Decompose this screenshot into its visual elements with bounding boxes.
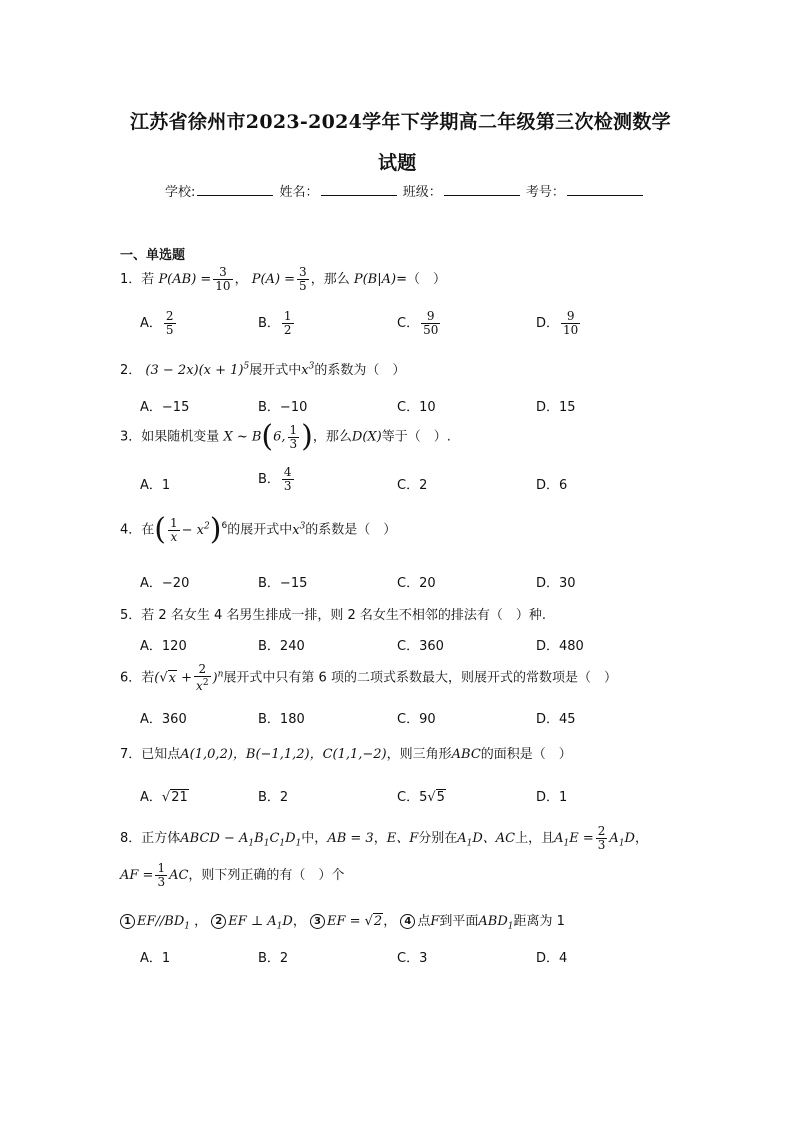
option-d[interactable] [536,572,576,591]
option-value: −15 [161,400,190,415]
option-label: B． [258,951,280,966]
question-text: 展开式中 [249,363,302,378]
question-text: 的系数是（ ） [305,522,397,538]
math-expression: $A_1D$、AC [457,831,516,849]
question-text: ，则三角形 [386,747,452,762]
option-value: 90 [419,712,436,727]
math-expression: ABCD − $A_1B_1C_1D_1$ [180,831,302,849]
math-expression: AF = [120,868,154,883]
question-text: ， [373,831,387,846]
option-value: 480 [559,639,584,654]
question-number: 4． [120,522,142,538]
math-expression: P(AB) = [158,272,212,287]
option-a[interactable] [140,572,189,591]
question-text: ， [234,272,248,287]
option-b[interactable] [258,786,288,805]
option-label: B． [258,712,280,727]
option-b[interactable] [258,708,305,727]
option-label: B． [258,576,280,591]
fraction: $\frac{1}{3}$ [289,422,298,451]
option-c[interactable] [397,396,436,415]
option-label: C． [397,790,420,805]
option-value: 30 [559,576,576,591]
option-a[interactable] [140,474,170,493]
option-a[interactable] [140,310,178,337]
option-value: 20 [419,576,436,591]
question-4: 4．在( $\frac{1}{x}$ − $x^2)^6$的展开式中$x^3$的系数是（ ） [120,512,397,547]
option-a[interactable] [140,635,187,654]
math-expression: $x^3$ [292,521,306,538]
option-value: 1 [161,951,171,966]
question-text: 距离为 1 [513,914,565,929]
math-expression: ABC [451,747,481,762]
question-text: 若 2 名女生 4 名男生排成一排，则 2 名女生不相邻的排法有（ ）种. [141,608,547,623]
option-value: 2 [279,951,289,966]
option-label: B． [258,316,280,331]
option-label: A． [140,790,162,805]
option-label: A． [140,712,162,727]
option-b[interactable] [258,310,296,337]
question-text: ，则下列正确的有（ ）个 [188,868,345,883]
page-title-line2: 试题 [378,152,417,174]
question-text: ，那么 [310,272,350,287]
option-a[interactable]: A．√21 [140,790,188,805]
option-label: A． [140,478,162,493]
question-text: 的面积是（ ） [480,747,572,762]
fraction: $\frac{3}{5}$ [299,265,307,293]
question-number: 6． [120,670,142,686]
question-8-line2: AF = $\frac{1}{3}$ AC，则下列正确的有（ ）个 [120,861,345,889]
math-expression: $ABD_1$ [478,914,514,932]
option-label: B． [258,639,280,654]
option-label: D． [536,316,560,331]
option-label: D． [536,951,560,966]
option-c[interactable] [397,635,444,654]
section-title: 一、单选题 [120,248,186,263]
option-d[interactable] [536,708,576,727]
option-value: 5 [436,790,445,805]
option-c[interactable] [397,947,427,966]
option-value: 45 [559,712,576,727]
question-text: 展开式中只有第 6 项的二项式系数最大，则展开式的常数项是（ ） [223,670,617,686]
option-d[interactable] [536,786,567,805]
circled-number-4: 4 [400,914,415,929]
page-title-line1: 江苏省徐州市2023-2024学年下学期高二年级第三次检测数学 [130,111,671,133]
fraction: $\frac{4}{3}$ [283,465,292,493]
fraction: $\frac{1}{2}$ [283,309,292,337]
question-text: 的展开式中 [227,522,293,538]
math-expression: D(X) [351,429,382,445]
option-value: 360 [161,712,187,727]
option-c[interactable]: C．5√5 [397,790,445,805]
math-expression: AB = 3 [327,831,374,846]
option-label: D． [536,576,560,591]
question-text: 等于（ ）. [381,429,451,445]
option-d[interactable] [536,310,582,337]
option-b[interactable] [258,396,307,415]
fraction: $\frac{2}{x^2}$ [196,662,209,693]
question-text: =（ ） [396,272,446,287]
option-d[interactable] [536,947,567,966]
math-expression: (√x + [154,670,193,686]
option-value: 2 [419,478,428,493]
option-c[interactable] [397,310,442,337]
option-label: C． [397,316,420,331]
question-number: 7． [120,747,142,762]
option-label: C． [397,478,420,493]
question-text: 若 [141,670,155,686]
math-expression: A(1,0,2)，B(−1,1,2)，C(1,1,−2) [180,747,387,762]
option-value: 180 [279,712,305,727]
option-value: 3 [419,951,428,966]
option-label: D． [536,400,560,415]
option-label: D． [536,790,560,805]
option-value: 240 [279,639,305,654]
option-value: 120 [161,639,187,654]
math-expression: X ~ B [223,429,262,445]
option-value: −10 [279,400,308,415]
id-blank[interactable] [567,183,643,196]
fraction: $\frac{2}{5}$ [165,309,174,337]
option-value: 21 [171,790,188,805]
option-d[interactable] [536,396,576,415]
option-c[interactable] [397,474,427,493]
option-value: −15 [279,576,308,591]
fraction: $\frac{3}{10}$ [215,265,231,293]
math-expression: $x^3$ [301,361,315,378]
question-text: 正方体 [141,831,181,846]
class-blank[interactable] [444,183,520,196]
option-b[interactable] [258,466,296,493]
school-blank[interactable] [197,183,273,196]
question-text: 到平面 [439,914,479,929]
question-text: 在 [141,522,155,538]
fraction: $\frac{1}{3}$ [157,861,166,889]
option-value: 6 [559,478,568,493]
question-7 [120,743,572,762]
question-8-line1: 8．正方体ABCD − $A_1B_1C_1D_1$中，AB = 3，E、F分别在$A_1D$、AC上，且$A_1E$ = $\frac{2}{3}$ $A_1D$， [120,824,648,852]
fraction: $\frac{2}{3}$ [597,824,606,852]
question-number: 5． [120,608,142,623]
question-number: 8． [120,831,142,846]
name-blank[interactable] [321,183,397,196]
question-text: 的系数为（ ） [314,363,406,378]
option-d[interactable] [536,635,584,654]
option-label: A． [140,951,162,966]
class-label: 班级： [402,185,442,200]
circled-number-1: 1 [120,914,135,929]
question-5 [120,604,546,623]
option-label: C． [397,576,420,591]
option-a[interactable] [140,947,170,966]
question-3: 3．如果随机变量 X ~ B(6, $\frac{1}{3}$ )，那么D(X)等于（ ）. [120,419,451,454]
option-value: 15 [559,400,576,415]
option-label: D． [536,639,560,654]
option-value: 360 [419,639,444,654]
name-label: 姓名： [279,185,319,200]
school-label: 学校: [165,185,196,200]
option-label: A． [140,639,162,654]
fraction: $\frac{9}{50}$ [423,309,439,337]
option-value: −20 [161,576,190,591]
fraction: $\frac{1}{x}$ [170,515,178,544]
option-label: A． [140,400,162,415]
option-c[interactable] [397,708,436,727]
option-a[interactable] [140,396,189,415]
option-label: B． [258,472,280,487]
option-label: A． [140,316,162,331]
math-expression: $A_1E$ = [554,831,594,849]
option-c[interactable] [397,572,436,591]
option-label: C． [397,639,420,654]
question-text: 点 [417,914,431,929]
option-value: 1 [161,478,171,493]
option-b[interactable] [258,635,305,654]
option-label: C． [397,400,420,415]
option-label: D． [536,478,560,493]
option-value: 2 [279,790,289,805]
circled-number-2: 2 [211,914,226,929]
question-8-line3: 1 $EF//BD_1$ ， 2 EF ⊥ $A_1D$， 3 EF = √2， 4 点F到平面$ABD_1$距离为 1 [120,910,565,932]
math-expression: $EF//BD_1$ [137,914,190,932]
question-text: 如果随机变量 [141,429,220,445]
question-text: 已知点 [141,747,181,762]
question-text: ，那么 [312,429,352,445]
option-b[interactable] [258,947,288,966]
id-label: 考号： [525,185,565,200]
question-number: 3． [120,429,142,445]
question-text: 分别在 [418,831,458,846]
option-d[interactable] [536,474,567,493]
option-label: A． [140,576,162,591]
option-label: B． [258,400,280,415]
circled-number-3: 3 [310,914,325,929]
question-number: 1． [120,272,142,287]
math-expression: P(A) = [251,272,296,287]
question-text: 上，且 [515,831,555,846]
question-1 [120,266,446,293]
student-info-line [165,181,645,200]
question-text: 中， [301,831,328,846]
option-value: 10 [419,400,436,415]
option-value: 1 [559,790,568,805]
option-label: C． [397,951,420,966]
question-text: 若 [141,272,155,287]
option-b[interactable] [258,572,307,591]
question-6: 6．若(√x + $\frac{2}{x^2}$ )$^n$展开式中只有第 6 项的二项式系数最大，则展开式的常数项是（ ） [120,662,617,693]
math-expression: P(B|A) [353,272,397,287]
math-expression: $(3 - 2x)(x + 1)^5$ [145,361,250,378]
math-expression: E、F [386,831,419,846]
fraction: $\frac{9}{10}$ [563,309,579,337]
option-label: C． [397,712,420,727]
option-value: 4 [559,951,568,966]
math-expression: EF = √2 [326,914,383,929]
question-number: 2． [120,363,142,378]
option-label: D． [536,712,560,727]
math-expression: EF ⊥ $A_1D$ [228,914,293,932]
question-2 [120,359,405,378]
option-label: B． [258,790,280,805]
option-a[interactable] [140,708,187,727]
